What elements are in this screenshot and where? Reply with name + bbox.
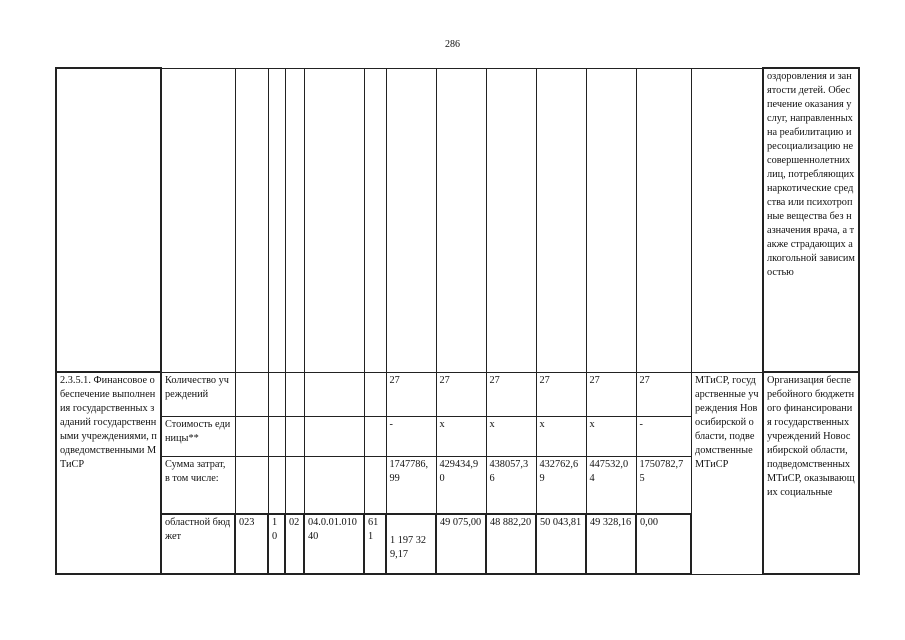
value-cell: - [386, 416, 436, 456]
value-cell: 429434,90 [436, 456, 486, 514]
expense-type-code [364, 416, 386, 456]
expense-type-code [364, 456, 386, 514]
subsection-code [285, 416, 304, 456]
cell-empty [486, 68, 536, 372]
section-code [268, 416, 285, 456]
value-cell: 27 [436, 372, 486, 416]
expense-type-code [364, 372, 386, 416]
value-cell: 27 [636, 372, 691, 416]
cell-empty [304, 68, 364, 372]
value-cell: 0,00 [636, 514, 691, 574]
indicator-name: Количество учреждений [161, 372, 235, 416]
value-cell: 1747786,99 [386, 456, 436, 514]
cell-empty [386, 68, 436, 372]
cell-empty [235, 68, 268, 372]
ministry-code: 023 [235, 514, 268, 574]
value-cell: 49 075,00 [436, 514, 486, 574]
table-row [56, 372, 859, 416]
value-cell: 1750782,75 [636, 456, 691, 514]
subsection-code [285, 456, 304, 514]
value-cell: 27 [536, 372, 586, 416]
cell-empty [268, 68, 285, 372]
value-cell: 27 [386, 372, 436, 416]
subsection-code: 02 [285, 514, 304, 574]
cell-empty [56, 68, 161, 372]
result-cell-continued: оздоровления и занятости детей. Обеспечение оказания услуг, направленных на реабилитацию и ресоциализацию несовершеннолетних лиц, потребляющих наркотические средства или психотропные вещества без назначения врача, а также страдающих алкогольной зависимостью [763, 68, 859, 372]
ministry-code [235, 456, 268, 514]
value-cell: 447532,04 [586, 456, 636, 514]
section-code: 10 [268, 514, 285, 574]
value-cell: x [436, 416, 486, 456]
value-cell: 50 043,81 [536, 514, 586, 574]
value-cell: 49 328,16 [586, 514, 636, 574]
section-code [268, 372, 285, 416]
target-article-code [304, 372, 364, 416]
value-cell [386, 514, 436, 574]
indicator-name: Сумма затрат, в том числе: [161, 456, 235, 514]
cell-empty [364, 68, 386, 372]
value-cell: 27 [486, 372, 536, 416]
value-cell: 27 [586, 372, 636, 416]
program-table [55, 67, 860, 575]
expense-type-code: 611 [364, 514, 386, 574]
cell-empty [636, 68, 691, 372]
cell-empty [536, 68, 586, 372]
value-text: 1 197 329,17 [390, 535, 427, 560]
executor-cell: МТиСР, государственные учреждения Новосибирской области, подведомственные МТиСР [691, 372, 763, 574]
cell-empty [691, 68, 763, 372]
cell-empty [161, 68, 235, 372]
section-code [268, 456, 285, 514]
measure-code-name: 2.3.5.1. Финансовое обеспечение выполнения государственных заданий государственными учреждениями, подведомственными МТиСР [56, 372, 161, 574]
continued-row [56, 68, 859, 372]
ministry-code [235, 416, 268, 456]
value-cell: - [636, 416, 691, 456]
subsection-code [285, 372, 304, 416]
ministry-code [235, 372, 268, 416]
value-cell: x [536, 416, 586, 456]
expected-result-cell: Организация бесперебойного бюджетного финансирования государственных учреждений Новосибирской области, подведомственных МТиСР, оказывающих социальные [763, 372, 859, 574]
page-number: 286 [445, 39, 460, 50]
cell-empty [586, 68, 636, 372]
target-article-code [304, 456, 364, 514]
value-cell: x [586, 416, 636, 456]
value-cell: 48 882,20 [486, 514, 536, 574]
value-cell: 438057,36 [486, 456, 536, 514]
target-article-code [304, 416, 364, 456]
cell-empty [436, 68, 486, 372]
value-cell: 432762,69 [536, 456, 586, 514]
indicator-name: Стоимость единицы** [161, 416, 235, 456]
indicator-name: областной бюджет [161, 514, 235, 574]
cell-empty [285, 68, 304, 372]
target-article-code: 04.0.01.01040 [304, 514, 364, 574]
value-cell: x [486, 416, 536, 456]
